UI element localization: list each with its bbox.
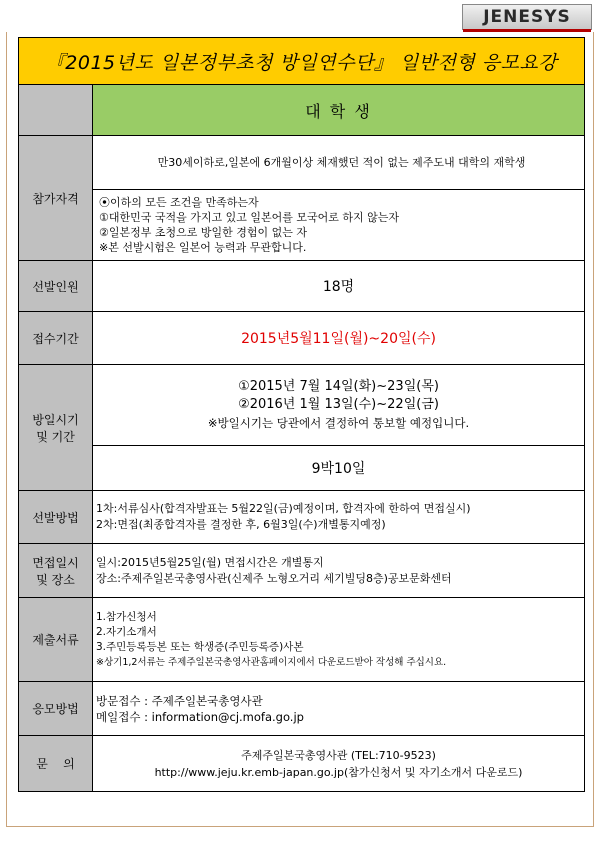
condition-line: ②일본정부 초청으로 방일한 경험이 없는 자	[99, 226, 307, 239]
interview-label-line2: 및 장소	[36, 572, 75, 587]
condition-line: ⦿이하의 모든 조건을 만족하는자	[99, 196, 259, 209]
eligibility-label-text: 참가자격	[32, 191, 79, 206]
contact-label: 문 의	[19, 736, 93, 792]
interview-label	[19, 544, 93, 598]
category-cell: 대 학 생	[93, 85, 585, 136]
document-note: ※상기1,2서류는 주제주일본국총영사관홈페이지에서 다운로드받아 작성해 주십시요.	[96, 656, 447, 668]
document-line: 1.참가신청서	[96, 610, 157, 623]
document-line: 3.주민등록등본 또는 학생증(주민등록증)사본	[96, 640, 304, 653]
logo-underline	[463, 29, 591, 32]
contact-line: http://www.jeju.kr.emb-japan.go.jp(참가신청서 및 자기소개서 다운로드)	[154, 765, 523, 779]
interview-lines	[93, 544, 585, 598]
apply-line: 방문접수 : 주제주일본국총영사관	[96, 693, 263, 708]
application-guide-table	[18, 37, 585, 792]
header-blank-cell	[19, 85, 93, 136]
selection-line: 2차:면접(최종합격자를 결정한 후, 6월3일(수)개별통지예정)	[96, 518, 386, 531]
page-title: 『2015년도 일본정부초청 방일연수단』 일반전형 응모요강	[19, 38, 585, 85]
apply-line: 메일접수 : information@cj.mofa.go.jp	[96, 709, 304, 724]
frame-left-line	[6, 32, 7, 827]
documents-lines	[93, 598, 585, 682]
period-value: 2015년5월11일(월)~20일(수)	[93, 312, 585, 365]
count-value: 18명	[93, 261, 585, 312]
condition-line: ※본 선발시험은 일본어 능력과 무관합니다.	[99, 241, 307, 254]
documents-label: 제출서류	[19, 598, 93, 682]
frame-right-line	[593, 32, 594, 827]
logo-text: JENESYS	[483, 7, 571, 27]
contact-lines	[93, 736, 585, 792]
interview-line: 일시:2015년5월25일(월) 면접시간은 개별통지	[96, 555, 324, 569]
interview-line: 장소:주제주일본국총영사관(신제주 노형오거리 세기빌딩8층)공보문화센터	[96, 571, 452, 585]
frame-bottom-line	[6, 826, 594, 827]
eligibility-label	[19, 136, 93, 261]
document-line: 2.자기소개서	[96, 625, 157, 638]
visit-label-line1: 방일시기	[32, 412, 79, 427]
eligibility-main: 만30세이하로,일본에 6개월이상 체재했던 적이 없는 제주도내 대학의 재학생	[93, 136, 585, 190]
count-label: 선발인원	[19, 261, 93, 312]
contact-line: 주제주일본국총영사관 (TEL:710-9523)	[241, 748, 436, 762]
visit-label	[19, 365, 93, 491]
visit-dates	[93, 365, 585, 446]
selection-label: 선발방법	[19, 491, 93, 544]
interview-label-line1: 면접일시	[32, 555, 79, 570]
condition-line: ①대한민국 국적을 가지고 있고 일본어를 모국어로 하지 않는자	[99, 211, 399, 224]
visit-note: ※방일시기는 당관에서 결정하여 통보할 예정입니다.	[207, 416, 470, 430]
visit-date-line: ②2016년 1월 13일(수)~22일(금)	[238, 397, 439, 412]
selection-line: 1차:서류심사(합격자발표는 5월22일(금)예정이며, 합격자에 한하여 면접실시)	[96, 502, 471, 515]
apply-label: 응모방법	[19, 682, 93, 736]
eligibility-conditions	[93, 190, 585, 261]
visit-duration: 9박10일	[93, 446, 585, 491]
visit-date-line: ①2015년 7월 14일(화)~23일(목)	[238, 379, 439, 394]
period-label: 접수기간	[19, 312, 93, 365]
visit-label-line2: 및 기간	[36, 429, 75, 444]
apply-lines	[93, 682, 585, 736]
selection-lines	[93, 491, 585, 544]
jenesys-logo	[462, 4, 592, 30]
